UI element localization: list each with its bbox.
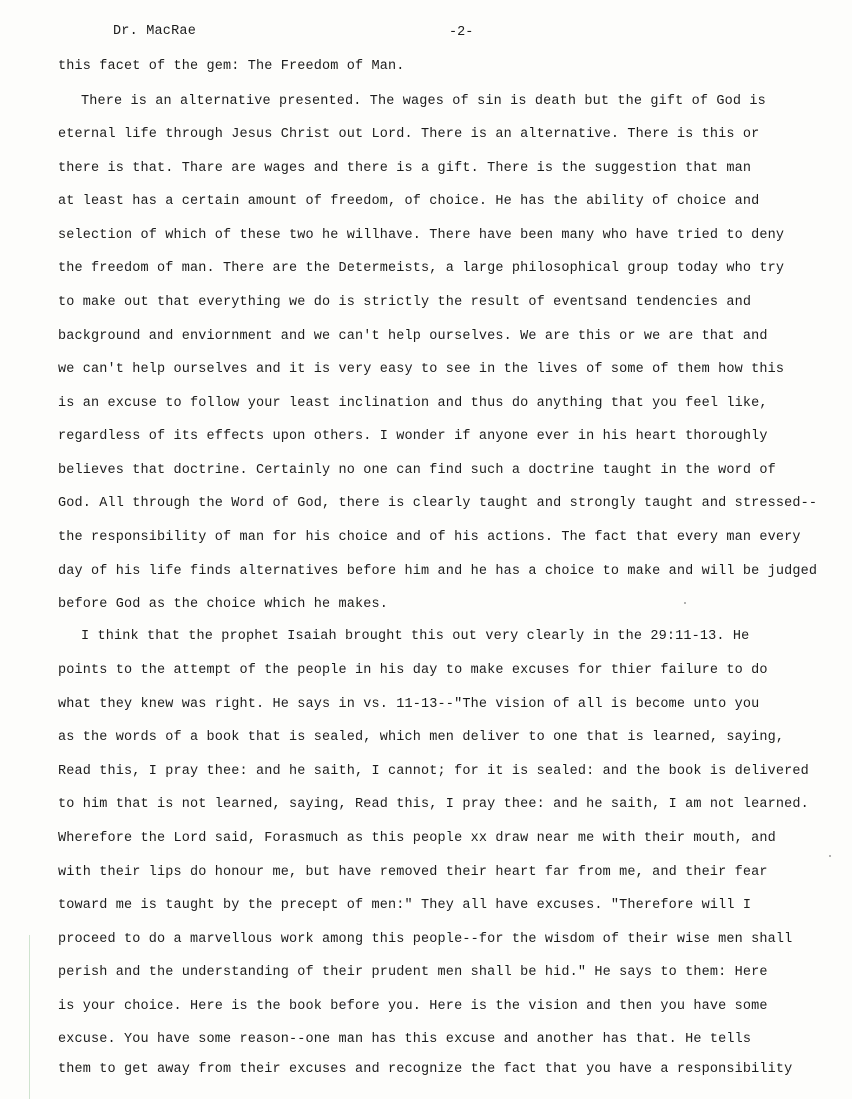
paper-speck xyxy=(829,855,831,857)
text-line: background and enviornment and we can't help ourselves. We are this or we are that and xyxy=(58,329,768,344)
text-line: to him that is not learned, saying, Read this, I pray thee: and he saith, I am not learned. xyxy=(58,797,809,812)
text-line: toward me is taught by the precept of men:" They all have excuses. "Therefore will I xyxy=(58,898,752,913)
text-line: selection of which of these two he willhave. There have been many who have tried to deny xyxy=(58,228,785,243)
text-line: them to get away from their excuses and recognize the fact that you have a responsibility xyxy=(58,1062,793,1077)
text-line: Wherefore the Lord said, Forasmuch as this people xx draw near me with their mouth, and xyxy=(58,831,776,846)
text-line: the freedom of man. There are the Determeists, a large philosophical group today who try xyxy=(58,261,785,276)
text-line: is your choice. Here is the book before you. Here is the vision and then you have some xyxy=(58,999,768,1014)
text-line: points to the attempt of the people in his day to make excuses for thier failure to do xyxy=(58,663,768,678)
text-line: day of his life finds alternatives before him and he has a choice to make and will be judged xyxy=(58,564,818,579)
text-line: perish and the understanding of their prudent men shall be hid." He says to them: Here xyxy=(58,965,768,980)
text-line: is an excuse to follow your least inclination and thus do anything that you feel like, xyxy=(58,396,768,411)
text-line: believes that doctrine. Certainly no one can find such a doctrine taught in the word of xyxy=(58,463,776,478)
text-line: the responsibility of man for his choice and of his actions. The fact that every man every xyxy=(58,530,801,545)
text-line: at least has a certain amount of freedom, of choice. He has the ability of choice and xyxy=(58,194,760,209)
text-line: with their lips do honour me, but have removed their heart far from me, and their fear xyxy=(58,865,768,880)
text-line: to make out that everything we do is strictly the result of eventsand tendencies and xyxy=(58,295,752,310)
author-header: Dr. MacRae xyxy=(113,24,197,39)
text-line: as the words of a book that is sealed, which men deliver to one that is learned, saying, xyxy=(58,730,785,745)
text-line: there is that. Thare are wages and there is a gift. There is the suggestion that man xyxy=(58,161,752,176)
text-line: Read this, I pray thee: and he saith, I cannot; for it is sealed: and the book is delivered xyxy=(58,764,809,779)
text-line: what they knew was right. He says in vs. 11-13--"The vision of all is become unto you xyxy=(58,697,760,712)
text-line: before God as the choice which he makes. xyxy=(58,597,389,612)
text-line: There is an alternative presented. The wages of sin is death but the gift of God is xyxy=(81,94,766,109)
text-line: proceed to do a marvellous work among this people--for the wisdom of their wise men shall xyxy=(58,932,793,947)
text-line: this facet of the gem: The Freedom of Man. xyxy=(58,59,405,74)
text-line: excuse. You have some reason--one man has this excuse and another has that. He tells xyxy=(58,1032,752,1047)
text-line: I think that the prophet Isaiah brought this out very clearly in the 29:11-13. He xyxy=(81,629,750,644)
text-line: eternal life through Jesus Christ out Lord. There is an alternative. There is this or xyxy=(58,127,760,142)
text-line: God. All through the Word of God, there is clearly taught and strongly taught and stressed-- xyxy=(58,496,818,511)
text-line: regardless of its effects upon others. I wonder if anyone ever in his heart thoroughly xyxy=(58,429,768,444)
text-line: we can't help ourselves and it is very easy to see in the lives of some of them how this xyxy=(58,362,785,377)
paper-speck xyxy=(684,602,686,604)
page-number: -2- xyxy=(449,25,474,40)
